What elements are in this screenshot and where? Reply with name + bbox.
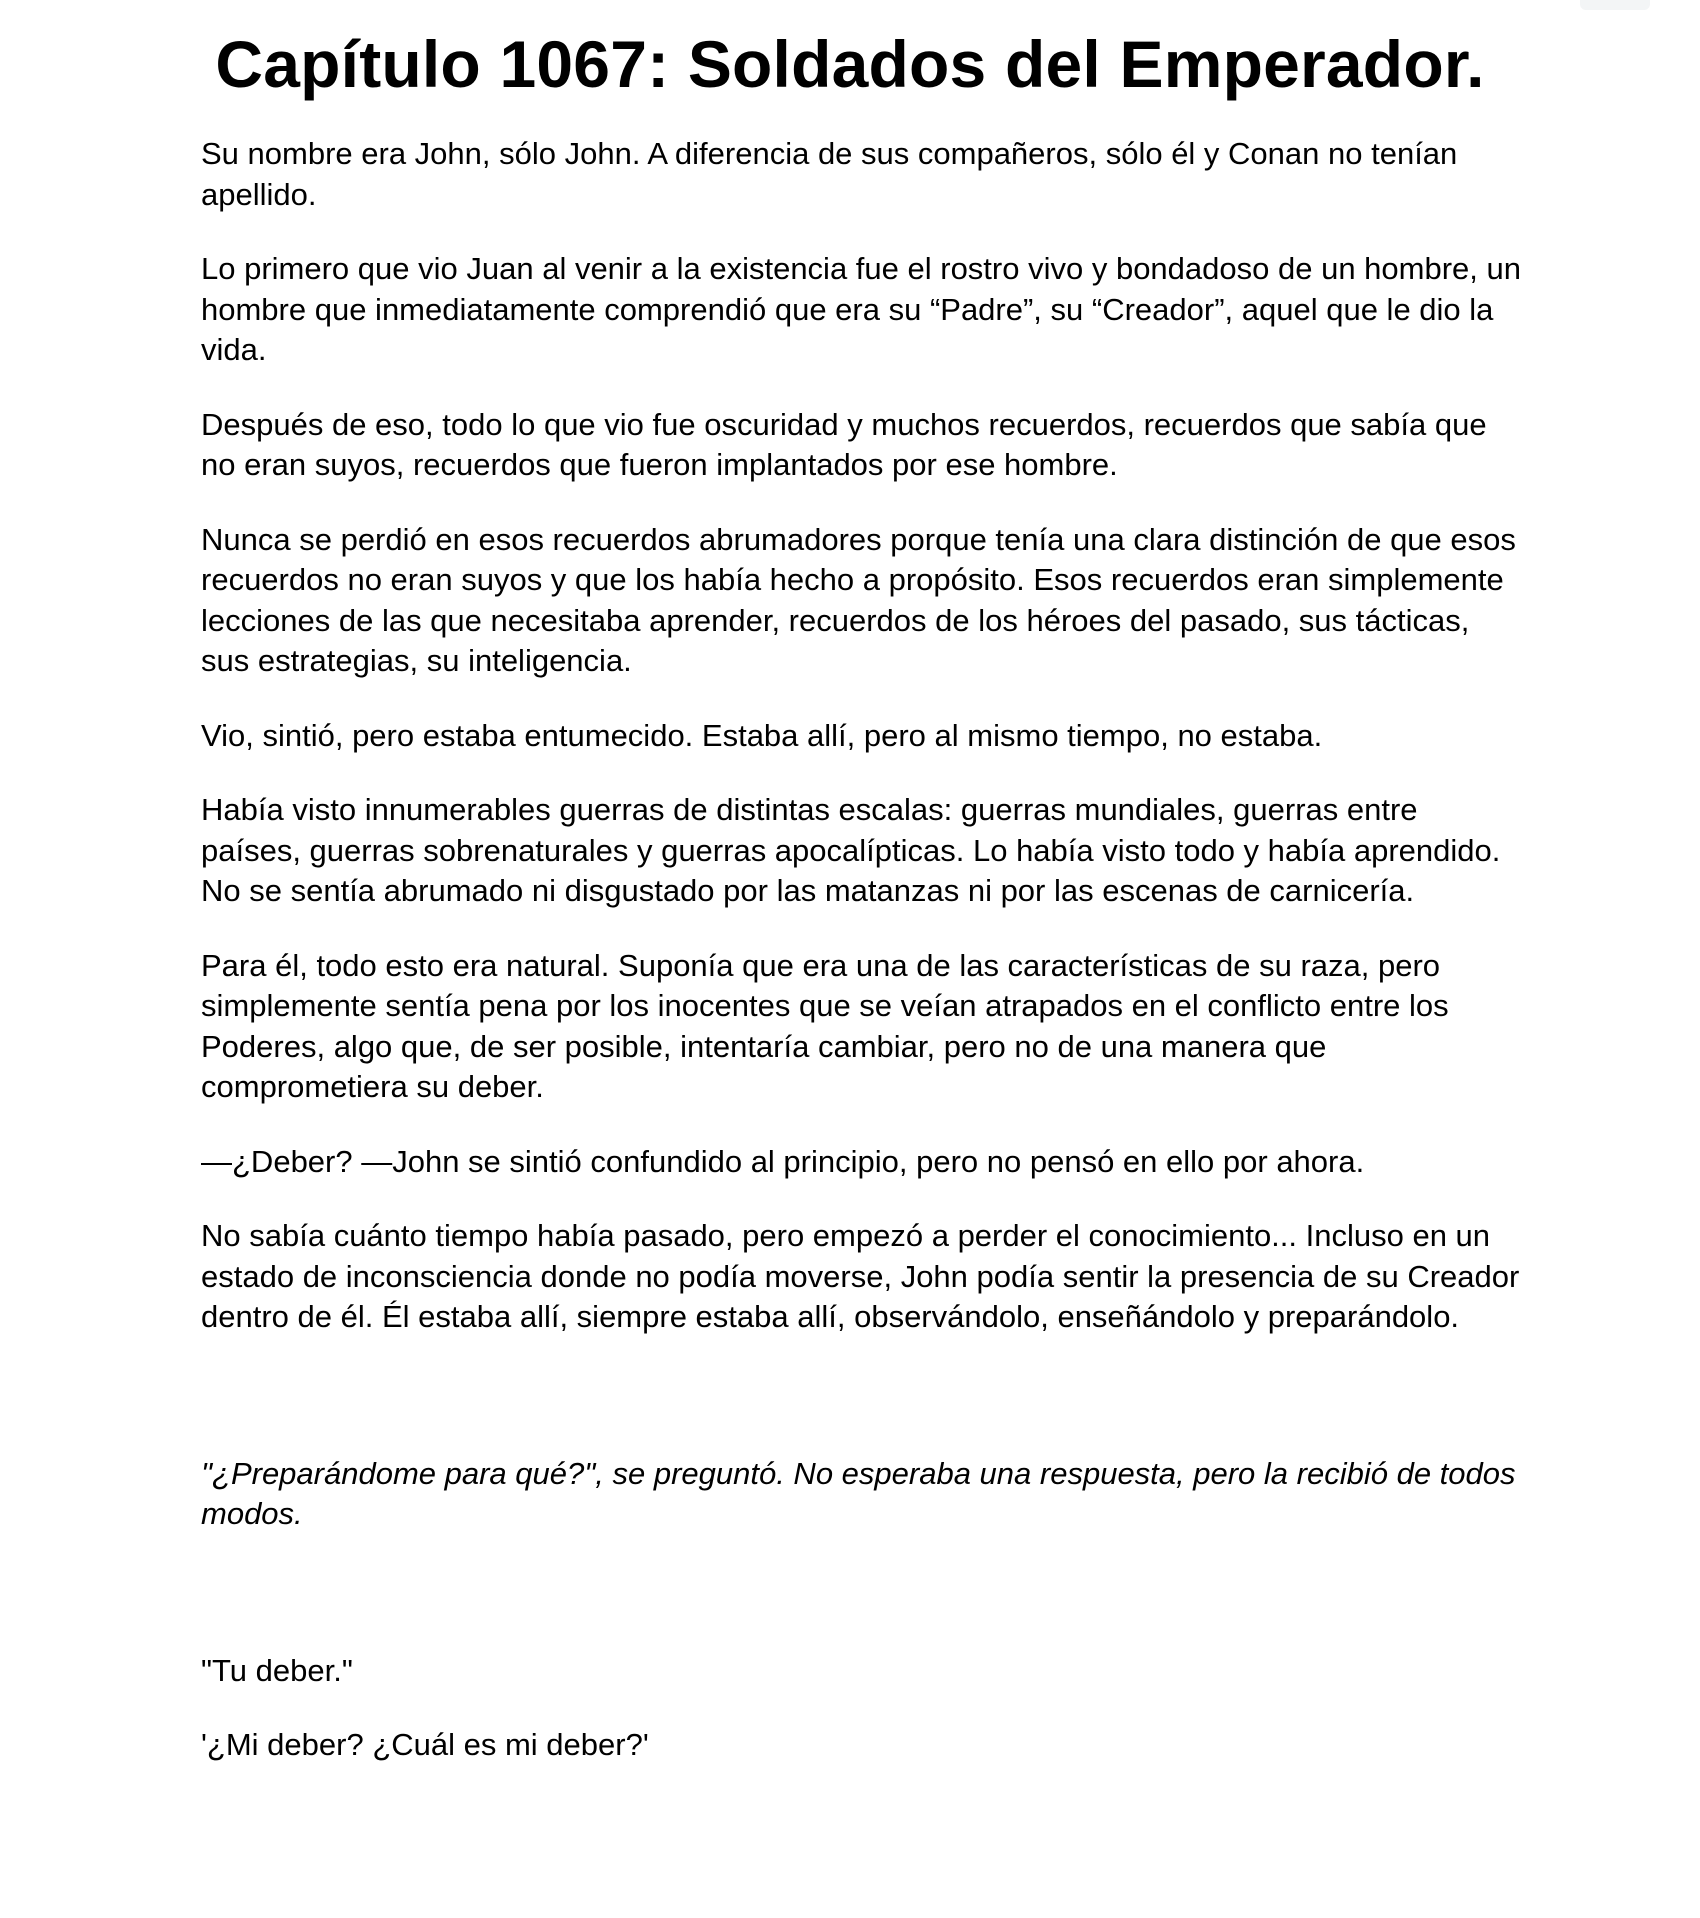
paragraph-12: '¿Mi deber? ¿Cuál es mi deber?'	[201, 1727, 649, 1762]
chapter-title: Capítulo 1067: Soldados del Emperador.	[215, 27, 1485, 101]
paragraph-10-italic: "¿Preparándome para qué?", se preguntó. No esperaba una respuesta, pero la recibió de todos modos.	[201, 1455, 1516, 1531]
paragraph-4: Nunca se perdió en esos recuerdos abrumadores porque tenía una clara distinción de que esos recuerdos no eran suyos y que los había hecho a propósito. Esos recuerdos eran simplemente lecciones de las que necesitaba aprender, recuerdos de los héroes del pasado, sus tácticas, sus estrategias, su inteligencia.	[201, 521, 1516, 678]
paragraph-6: Había visto innumerables guerras de distintas escalas: guerras mundiales, guerras entre países, guerras sobrenaturales y guerras apocalípticas. Lo había visto todo y había aprendido. No se sentía abrumado ni disgustado por las matanzas ni por las escenas de carnicería.	[201, 792, 1501, 908]
paragraph-11: "Tu deber."	[201, 1652, 353, 1688]
paragraph-5: Vio, sintió, pero estaba entumecido. Estaba allí, pero al mismo tiempo, no estaba.	[201, 717, 1323, 753]
paragraph-8: —¿Deber? —John se sintió confundido al principio, pero no pensó en ello por ahora.	[201, 1143, 1365, 1179]
paragraph-2: Lo primero que vio Juan al venir a la existencia fue el rostro vivo y bondadoso de un hombre, un hombre que inmediatamente comprendió que era su “Padre”, su “Creador”, aquel que le dio la vida.	[201, 251, 1521, 367]
paragraph-1: Su nombre era John, sólo John. A diferencia de sus compañeros, sólo él y Conan no tenían apellido.	[201, 136, 1458, 212]
paragraph-7: Para él, todo esto era natural. Suponía que era una de las características de su raza, pero simplemente sentía pena por los inocentes que se veían atrapados en el conflicto entre los Poderes, algo que, de ser posible, intentaría cambiar, pero no de una manera que comprometiera su deber.	[201, 947, 1449, 1104]
paragraph-9: No sabía cuánto tiempo había pasado, pero empezó a perder el conocimiento... Incluso en un estado de inconsciencia donde no podía moverse, John podía sentir la presencia de su Creador dentro de él. Él estaba allí, siempre estaba allí, observándolo, enseñándolo y preparándolo.	[201, 1218, 1520, 1334]
paragraph-3: Después de eso, todo lo que vio fue oscuridad y muchos recuerdos, recuerdos que sabía que no eran suyos, recuerdos que fueron implantados por ese hombre.	[201, 406, 1487, 482]
chapter-body	[201, 134, 1521, 1800]
corner-decoration	[1580, 0, 1650, 10]
